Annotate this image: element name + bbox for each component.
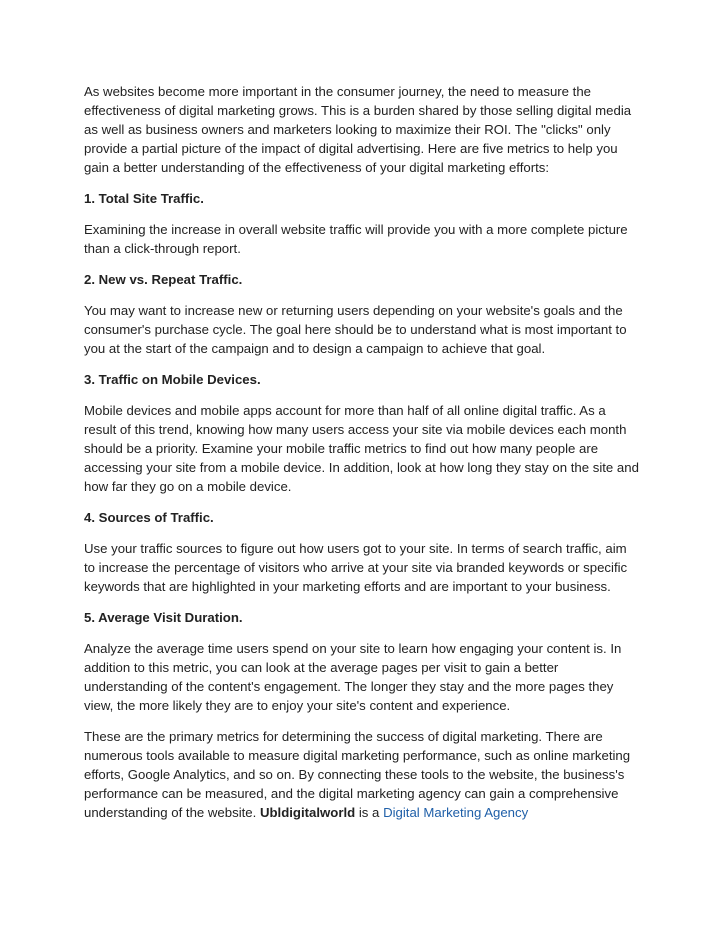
conclusion-connector: is a xyxy=(355,805,384,820)
brand-name: Ubldigitalworld xyxy=(259,805,356,820)
section-body-traffic-sources: Use your traffic sources to figure out how users got to your site. In terms of search traffic, aim to increase the percentage of visitors who arrive at your site via branded keywords or specific keywords that are highlighted in your marketing efforts and are important to your business. xyxy=(84,541,628,594)
section-body-total-site-traffic: Examining the increase in overall website traffic will provide you with a more complete picture than a click-through report. xyxy=(84,222,628,256)
document-page xyxy=(84,82,640,834)
section-heading-average-visit-duration: 5. Average Visit Duration. xyxy=(84,610,243,625)
intro-paragraph: As websites become more important in the consumer journey, the need to measure the effectiveness of digital marketing grows. This is a burden shared by those selling digital media as well as business owners and marketers looking to maximize their ROI. The "clicks" only provide a partial picture of the impact of digital advertising. Here are five metrics to help you gain a better understanding of the effectiveness of your digital marketing efforts: xyxy=(84,84,632,175)
section-body-average-visit-duration: Analyze the average time users spend on your site to learn how engaging your content is. In addition to this metric, you can look at the average pages per visit to gain a better understanding of the content's engagement. The longer they stay and the more pages they view, the more likely they are to enjoy your site's content and experience. xyxy=(84,641,622,713)
section-body-mobile-traffic: Mobile devices and mobile apps account for more than half of all online digital traffic. As a result of this trend, knowing how many users access your site via mobile devices each month should be a priority. Examine your mobile traffic metrics to find out how many people are accessing your site from a mobile device. In addition, look at how long they stay on the site and how far they go on a mobile device. xyxy=(84,403,639,494)
section-heading-mobile-traffic: 3. Traffic on Mobile Devices. xyxy=(84,372,261,387)
digital-marketing-agency-link[interactable]: Digital Marketing Agency xyxy=(383,805,529,820)
section-body-new-vs-repeat-traffic: You may want to increase new or returning users depending on your website's goals and the consumer's purchase cycle. The goal here should be to understand what is most important to you at the start of the campaign and to design a campaign to achieve that goal. xyxy=(84,303,627,356)
conclusion-paragraph xyxy=(84,727,640,822)
section-heading-new-vs-repeat-traffic: 2. New vs. Repeat Traffic. xyxy=(84,272,243,287)
conclusion-text: These are the primary metrics for determining the success of digital marketing. There are numerous tools available to measure digital marketing performance, such as online marketing efforts, Google Analytics, and so on. By connecting these tools to the website, the business's performance can be measured, and the digital marketing agency can gain a comprehensive understanding of the website. xyxy=(84,729,631,820)
section-heading-traffic-sources: 4. Sources of Traffic. xyxy=(84,510,214,525)
section-heading-total-site-traffic: 1. Total Site Traffic. xyxy=(84,191,204,206)
